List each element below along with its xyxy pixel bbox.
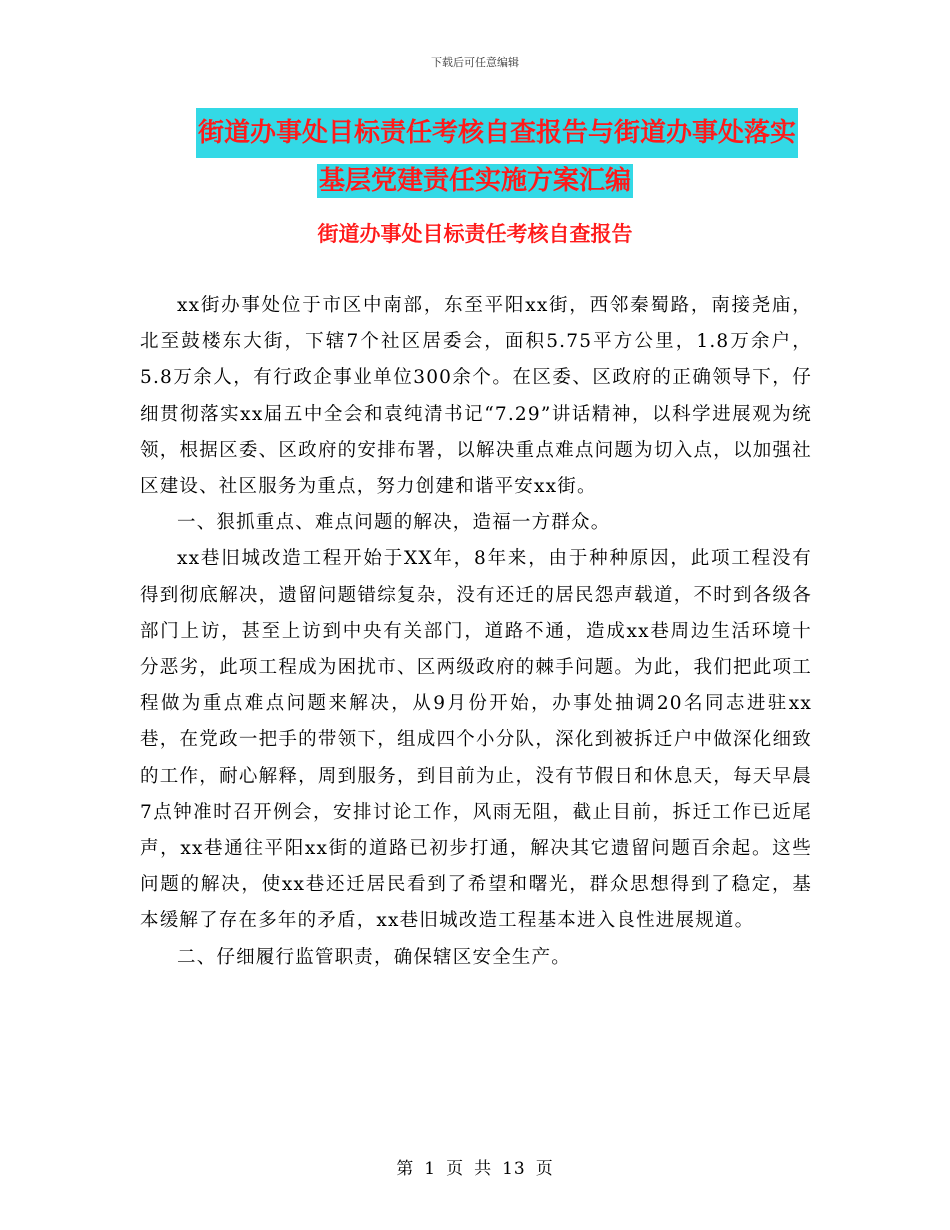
- footer-suffix: 页: [535, 1159, 554, 1179]
- page-footer: [0, 1154, 950, 1179]
- paragraph: xx巷旧城改造工程开始于XX年，8年来，由于种种原因，此项工程没有得到彻底解决，遗留问题错综复杂，没有还迁的居民怨声载道，不时到各级各部门上访，甚至上访到中央有关部门，道路不通，造成xx巷周边生活环境十分恶劣，此项工程成为困扰市、区两级政府的棘手问题。为此，我们把此项工程做为重点难点问题来解决，从9月份开始，办事处抽调20名同志进驻xx巷，在党政一把手的带领下，组成四个小分队，深化到被拆迁户中做深化细致的工作，耐心解释，周到服务，到目前为止，没有节假日和休息天，每天早晨7点钟准时召开例会，安排讨论工作，风雨无阻，截止目前，拆迁工作已近尾声，xx巷通往平阳xx街的道路已初步打通，解决其它遗留问题百余起。这些问题的解决，使xx巷还迁居民看到了希望和曙光，群众思想得到了稳定，基本缓解了存在多年的矛盾，xx巷旧城改造工程基本进入良性进展规道。: [140, 548, 812, 932]
- footer-prefix: 第: [396, 1159, 415, 1179]
- paragraph-heading: 一、狠抓重点、难点问题的解决，造福一方群众。: [177, 512, 611, 534]
- footer-page-label: 页: [446, 1159, 465, 1179]
- paragraph: xx街办事处位于市区中南部，东至平阳xx街，西邻秦蜀路，南接尧庙，北至鼓楼东大街，下辖7个社区居委会，面积5.75平方公里，1.8万余户，5.8万余人，有行政企事业单位300余个。在区委、区政府的正确领导下，仔细贯彻落实xx届五中全会和袁纯清书记“7.29”讲话精神，以科学进展观为统领，根据区委、区政府的安排布署，以解决重点难点问题为切入点，以加强社区建设、社区服务为重点，努力创建和谐平安xx街。: [140, 295, 812, 498]
- document-title-line1: 街道办事处目标责任考核自查报告与街道办事处落实: [196, 108, 798, 158]
- paragraph-heading: 二、仔细履行监管职责，确保辖区安全生产。: [177, 946, 572, 968]
- footer-total-label: 共: [474, 1159, 493, 1179]
- header-note: 下载后可任意编辑: [431, 56, 519, 69]
- footer-total-pages: 13: [502, 1159, 526, 1179]
- document-title-line2: 基层党建责任实施方案汇编: [318, 166, 631, 196]
- section-title: 街道办事处目标责任考核自查报告: [317, 222, 633, 246]
- body-text: [140, 288, 812, 976]
- footer-page-number: 1: [424, 1159, 437, 1179]
- document-title: [0, 108, 950, 204]
